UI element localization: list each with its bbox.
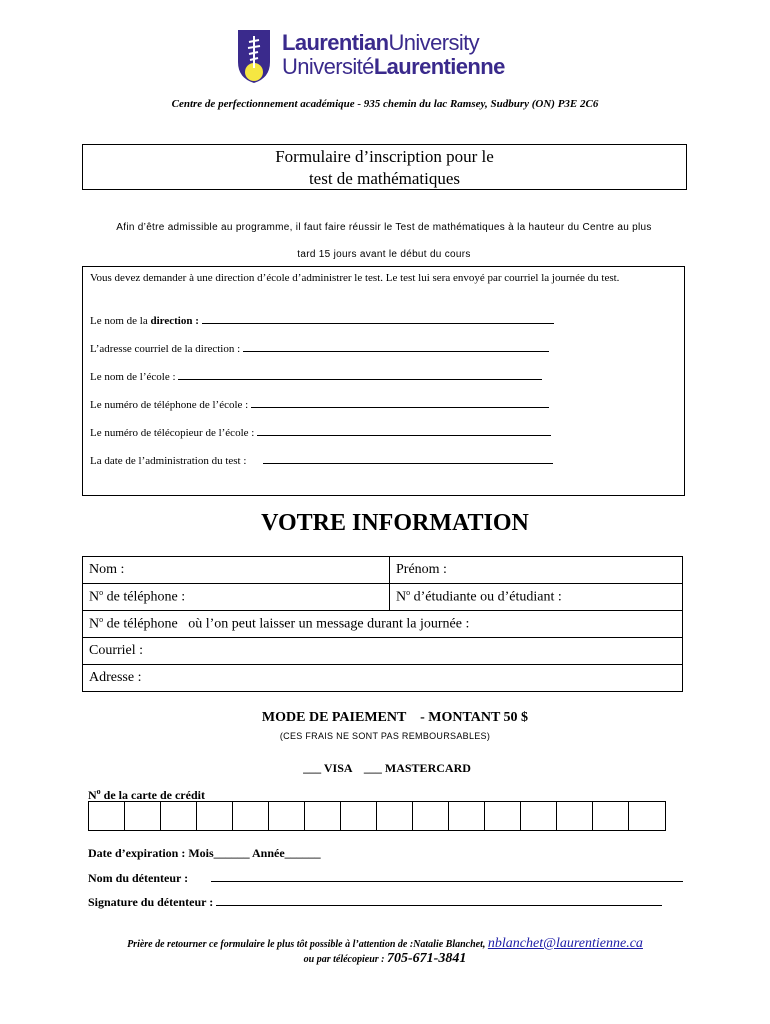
message-phone-label: de téléphone où l’on peut laisser un message durant la journée : [103,616,470,632]
payment-subtitle: (CES FRAIS NE SONT PAS REMBOURSABLES) [279,731,491,741]
no-abbrev: N [89,589,100,605]
card-digit-box[interactable] [629,802,665,830]
no-sup: o [406,588,411,598]
eligibility-line2: tard 15 jours avant le début du cours [297,249,471,260]
last-name-label: Nom : [89,562,125,577]
card-number-no: N [88,788,97,802]
school-fax-field[interactable] [90,426,551,439]
payment-title: MODE DE PAIEMENT - MONTANT 50 $ [261,710,529,725]
address-line: Centre de perfectionnement académique - 935 chemin du lac Ramsey, Sudbury (ON) P3E 2C6 [171,98,599,110]
holder-signature-field[interactable] [88,895,662,910]
card-digit-box[interactable] [161,802,197,830]
footer-fax-note [0,951,770,967]
card-digit-box[interactable] [449,802,485,830]
section-heading: VOTRE INFORMATION [261,510,529,536]
card-digit-box[interactable] [557,802,593,830]
email-field[interactable] [83,638,683,665]
card-number-text: de la carte de crédit [100,788,205,802]
holder-name-field[interactable] [88,871,683,886]
administration-intro: Vous devez demander à une direction d’école d’administrer le test. Le test lui sera envoyé par courriel la journée du test. [90,272,620,284]
school-phone-blank[interactable] [251,398,549,408]
holder-name-blank[interactable] [211,871,683,882]
crest-icon [236,28,272,84]
holder-signature-blank[interactable] [216,895,662,906]
email-label: Courriel : [89,643,144,658]
university-logo [236,28,505,84]
student-number-field[interactable] [390,584,683,611]
director-name-blank[interactable] [202,314,554,324]
no-sup: o [99,615,104,625]
card-digit-box[interactable] [125,802,161,830]
form-title-line1: Formulaire d’inscription pour le [275,147,494,166]
school-name-blank[interactable] [178,370,542,380]
admin-date-blank[interactable] [263,454,553,464]
expiration-field[interactable]: Date d’expiration : Mois______ Année______ [88,846,321,860]
admin-date-label: La date de l’administration du test : [90,455,247,467]
message-phone-field[interactable] [83,611,683,638]
card-digit-box[interactable] [197,802,233,830]
phone-label: de téléphone : [103,589,186,605]
card-digit-box[interactable] [485,802,521,830]
holder-name-label: Nom du détenteur : [88,871,189,885]
personal-info-table [82,556,683,692]
no-sup: o [99,588,104,598]
card-number-boxes [88,801,666,831]
contact-email-link[interactable]: nblanchet@laurentienne.ca [487,936,643,951]
address-field[interactable] [83,665,683,692]
card-type-options[interactable]: ___ VISA ___ MASTERCARD [303,761,471,775]
card-number-sup: o [96,787,101,796]
first-name-field[interactable] [390,557,683,584]
administration-box [82,266,685,496]
card-digit-box[interactable] [377,802,413,830]
school-phone-label: Le numéro de téléphone de l’école : [90,399,249,411]
card-digit-box[interactable] [89,802,125,830]
director-email-field[interactable] [90,342,549,355]
card-digit-box[interactable] [305,802,341,830]
card-digit-box[interactable] [341,802,377,830]
director-email-label: L’adresse courriel de la direction : [90,343,241,355]
last-name-field[interactable] [83,557,390,584]
student-number-label: d’étudiante ou d’étudiant : [410,589,562,605]
holder-signature-label: Signature du détenteur : [88,895,214,909]
form-title-line2: test de mathématiques [308,169,461,188]
school-fax-blank[interactable] [257,426,551,436]
address-label: Adresse : [89,670,142,685]
first-name-label: Prénom : [396,562,447,577]
footer-return-text: Prière de retourner ce formulaire le plus tôt possible à l’attention de :Natalie Blanchet, [127,939,488,950]
logo-line-english: LaurentianUniversity [282,30,480,55]
school-phone-field[interactable] [90,398,549,411]
phone-field[interactable] [83,584,390,611]
footer-return-note [0,936,770,952]
director-email-blank[interactable] [243,342,549,352]
director-name-label: Le nom de la [90,315,151,327]
eligibility-text [86,214,682,268]
fax-number: 705-671-3841 [387,951,467,966]
director-name-field[interactable] [90,314,554,327]
logo-line-french: UniversitéLaurentienne [282,54,505,79]
school-name-field[interactable] [90,370,542,383]
school-fax-label: Le numéro de télécopieur de l’école : [90,427,255,439]
card-digit-box[interactable] [521,802,557,830]
admin-date-field[interactable] [90,454,553,467]
eligibility-line1: Afin d’être admissible au programme, il faut faire réussir le Test de mathématiques à la hauteur du Centre au plus [116,222,652,233]
card-digit-box[interactable] [269,802,305,830]
card-digit-box[interactable] [593,802,629,830]
no-abbrev: N [89,616,100,632]
footer-fax-label: ou par télécopieur : [303,954,387,965]
no-abbrev: N [396,589,407,605]
card-digit-box[interactable] [413,802,449,830]
school-name-label: Le nom de l’école : [90,371,176,383]
director-name-label-bold: direction : [150,315,199,327]
form-title [82,144,687,190]
card-digit-box[interactable] [233,802,269,830]
